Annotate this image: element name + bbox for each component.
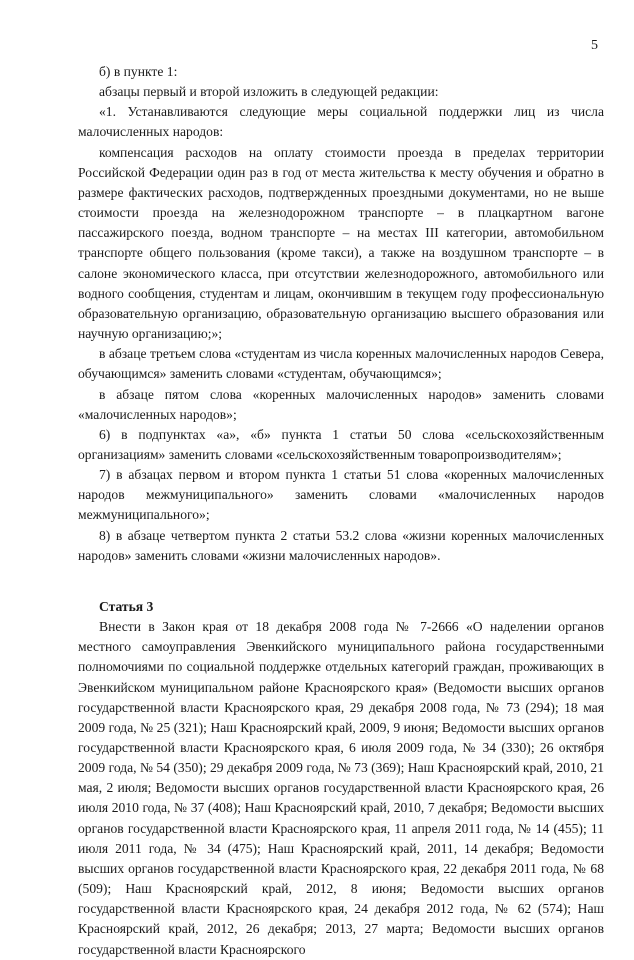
- page-number: 5: [591, 38, 598, 53]
- article-heading: Статья 3: [99, 598, 154, 614]
- paragraph: в абзаце пятом слова «коренных малочисленных народов» заменить словами «малочисленных народов»;: [78, 386, 604, 422]
- paragraph: в абзаце третьем слова «студентам из числа коренных малочисленных народов Севера, обучающимся» заменить словами «студентам, обучающимся»;: [78, 346, 604, 382]
- paragraph: 8) в абзаце четвертом пункта 2 статьи 53.2 слова «жизни коренных малочисленных народов» заменить словами «жизни малочисленных народов».: [78, 527, 604, 563]
- paragraph: 7) в абзацах первом и втором пункта 1 статьи 51 слова «коренных малочисленных народов межмуниципального» заменить словами «малочисленных народов межмуниципального»;: [78, 467, 604, 523]
- paragraph: компенсация расходов на оплату стоимости проезда в пределах территории Российской Федерации один раз в год от места жительства к месту обучения и обратно в размере фактических расходов, подтвержденных проездными документами, но не выше стоимости проезда на железнодорожном транспорте – в плацкартном вагоне пассажирского поезда, водном транспорте – на местах III категории, автомобильном транспорте общего пользования (кроме такси), а также на воздушном транспорте – в салоне экономического класса, при отсутствии железнодорожного, автомобильного или водного сообщения, студентам и лицам, окончившим в текущем году профессиональную образовательную организацию, образовательную организацию высшего образования или научную организацию;»;: [78, 144, 604, 342]
- paragraph: б) в пункте 1:: [99, 64, 178, 79]
- paragraph: «1. Устанавливаются следующие меры социальной поддержки лиц из числа малочисленных народов:: [78, 104, 604, 140]
- paragraph: абзацы первый и второй изложить в следующей редакции:: [99, 84, 439, 100]
- document-body: [78, 62, 604, 960]
- article-paragraph: Внести в Закон края от 18 декабря 2008 года № 7-2666 «О наделении органов местного самоуправления Эвенкийского муниципального района государственными полномочиями по социальной поддержке отдельных категорий граждан, проживающих в Эвенкийском муниципальном районе Красноярского края» (Ведомости высших органов государственной власти Красноярского края, 29 декабря 2008 года, № 73 (294); 18 мая 2009 года, № 25 (321); Наш Красноярский край, 2009, 9 июня; Ведомости высших органов государственной власти Красноярского края, 6 июля 2009 года, № 34 (330); 26 октября 2009 года, № 54 (350); 29 декабря 2009 года, № 73 (369); Наш Красноярский край, 2010, 21 мая, 2 июля; Ведомости высших органов государственной власти Красноярского края, 26 июля 2010 года, № 37 (408); Наш Красноярский край, 2010, 7 декабря; Ведомости высших органов государственной власти Красноярского края, 11 апреля 2011 года, № 14 (455); 11 июля 2011 года, № 34 (475); Наш Красноярский край, 2011, 14 декабря; Ведомости высших органов государственной власти Красноярского края, 22 декабря 2011 года, № 68 (509); Наш Красноярский край, 2012, 8 июня; Ведомости высших органов государственной власти Красноярского края, 24 декабря 2012 года, № 62 (574); Наш Красноярский край, 2012, 26 декабря; 2013, 27 марта; Ведомости высших органов государственной власти Красноярского: [78, 619, 604, 957]
- paragraph: 6) в подпунктах «а», «б» пункта 1 статьи 50 слова «сельскохозяйственным организациям» заменить словами «сельскохозяйственным товаропроизводителям»;: [78, 426, 604, 462]
